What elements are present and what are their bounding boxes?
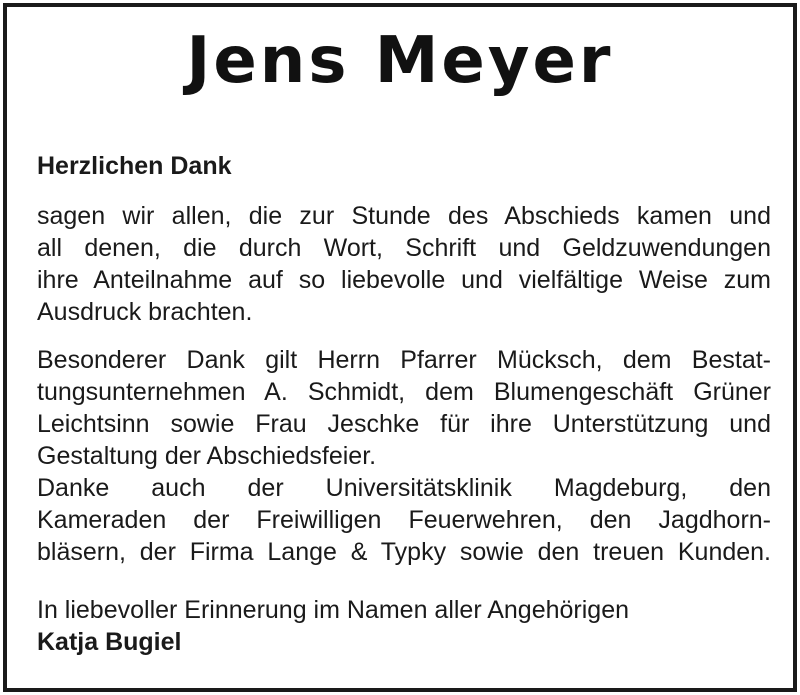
paragraph-line: Ausdruck brachten.: [37, 298, 253, 326]
thanks-heading: Herzlichen Dank: [37, 152, 232, 180]
paragraph-line: Leichtsinn sowie Frau Jeschke für ihre Unterstützung und: [37, 410, 771, 438]
paragraph-line: all denen, die durch Wort, Schrift und Geldzuwendungen: [37, 234, 771, 262]
closing-line: In liebevoller Erinnerung im Namen aller Angehörigen: [37, 596, 630, 624]
paragraph-line: Gestaltung der Abschiedsfeier.: [37, 442, 377, 470]
paragraph-line: tungsunternehmen A. Schmidt, dem Blumengeschäft Grüner: [37, 378, 771, 406]
paragraph-line: bläsern, der Firma Lange & Typky sowie den treuen Kunden.: [37, 538, 771, 566]
paragraph-line: ihre Anteilnahme auf so liebevolle und vielfältige Weise zum: [37, 266, 771, 294]
paragraph-line: sagen wir allen, die zur Stunde des Abschieds kamen und: [37, 202, 771, 230]
paragraph-line: Danke auch der Universitätsklinik Magdeburg, den: [37, 474, 771, 502]
special-thanks-paragraph: [37, 344, 771, 568]
signature-name: Katja Bugiel: [37, 628, 182, 656]
paragraph-line: Kameraden der Freiwilligen Feuerwehren, den Jagdhorn-: [37, 506, 771, 534]
obituary-notice: [3, 3, 797, 692]
thanks-paragraph: [37, 200, 771, 328]
paragraph-line: Besonderer Dank gilt Herrn Pfarrer Mücksch, dem Bestat-: [37, 346, 771, 374]
deceased-name-title: Jens Meyer: [186, 24, 614, 98]
